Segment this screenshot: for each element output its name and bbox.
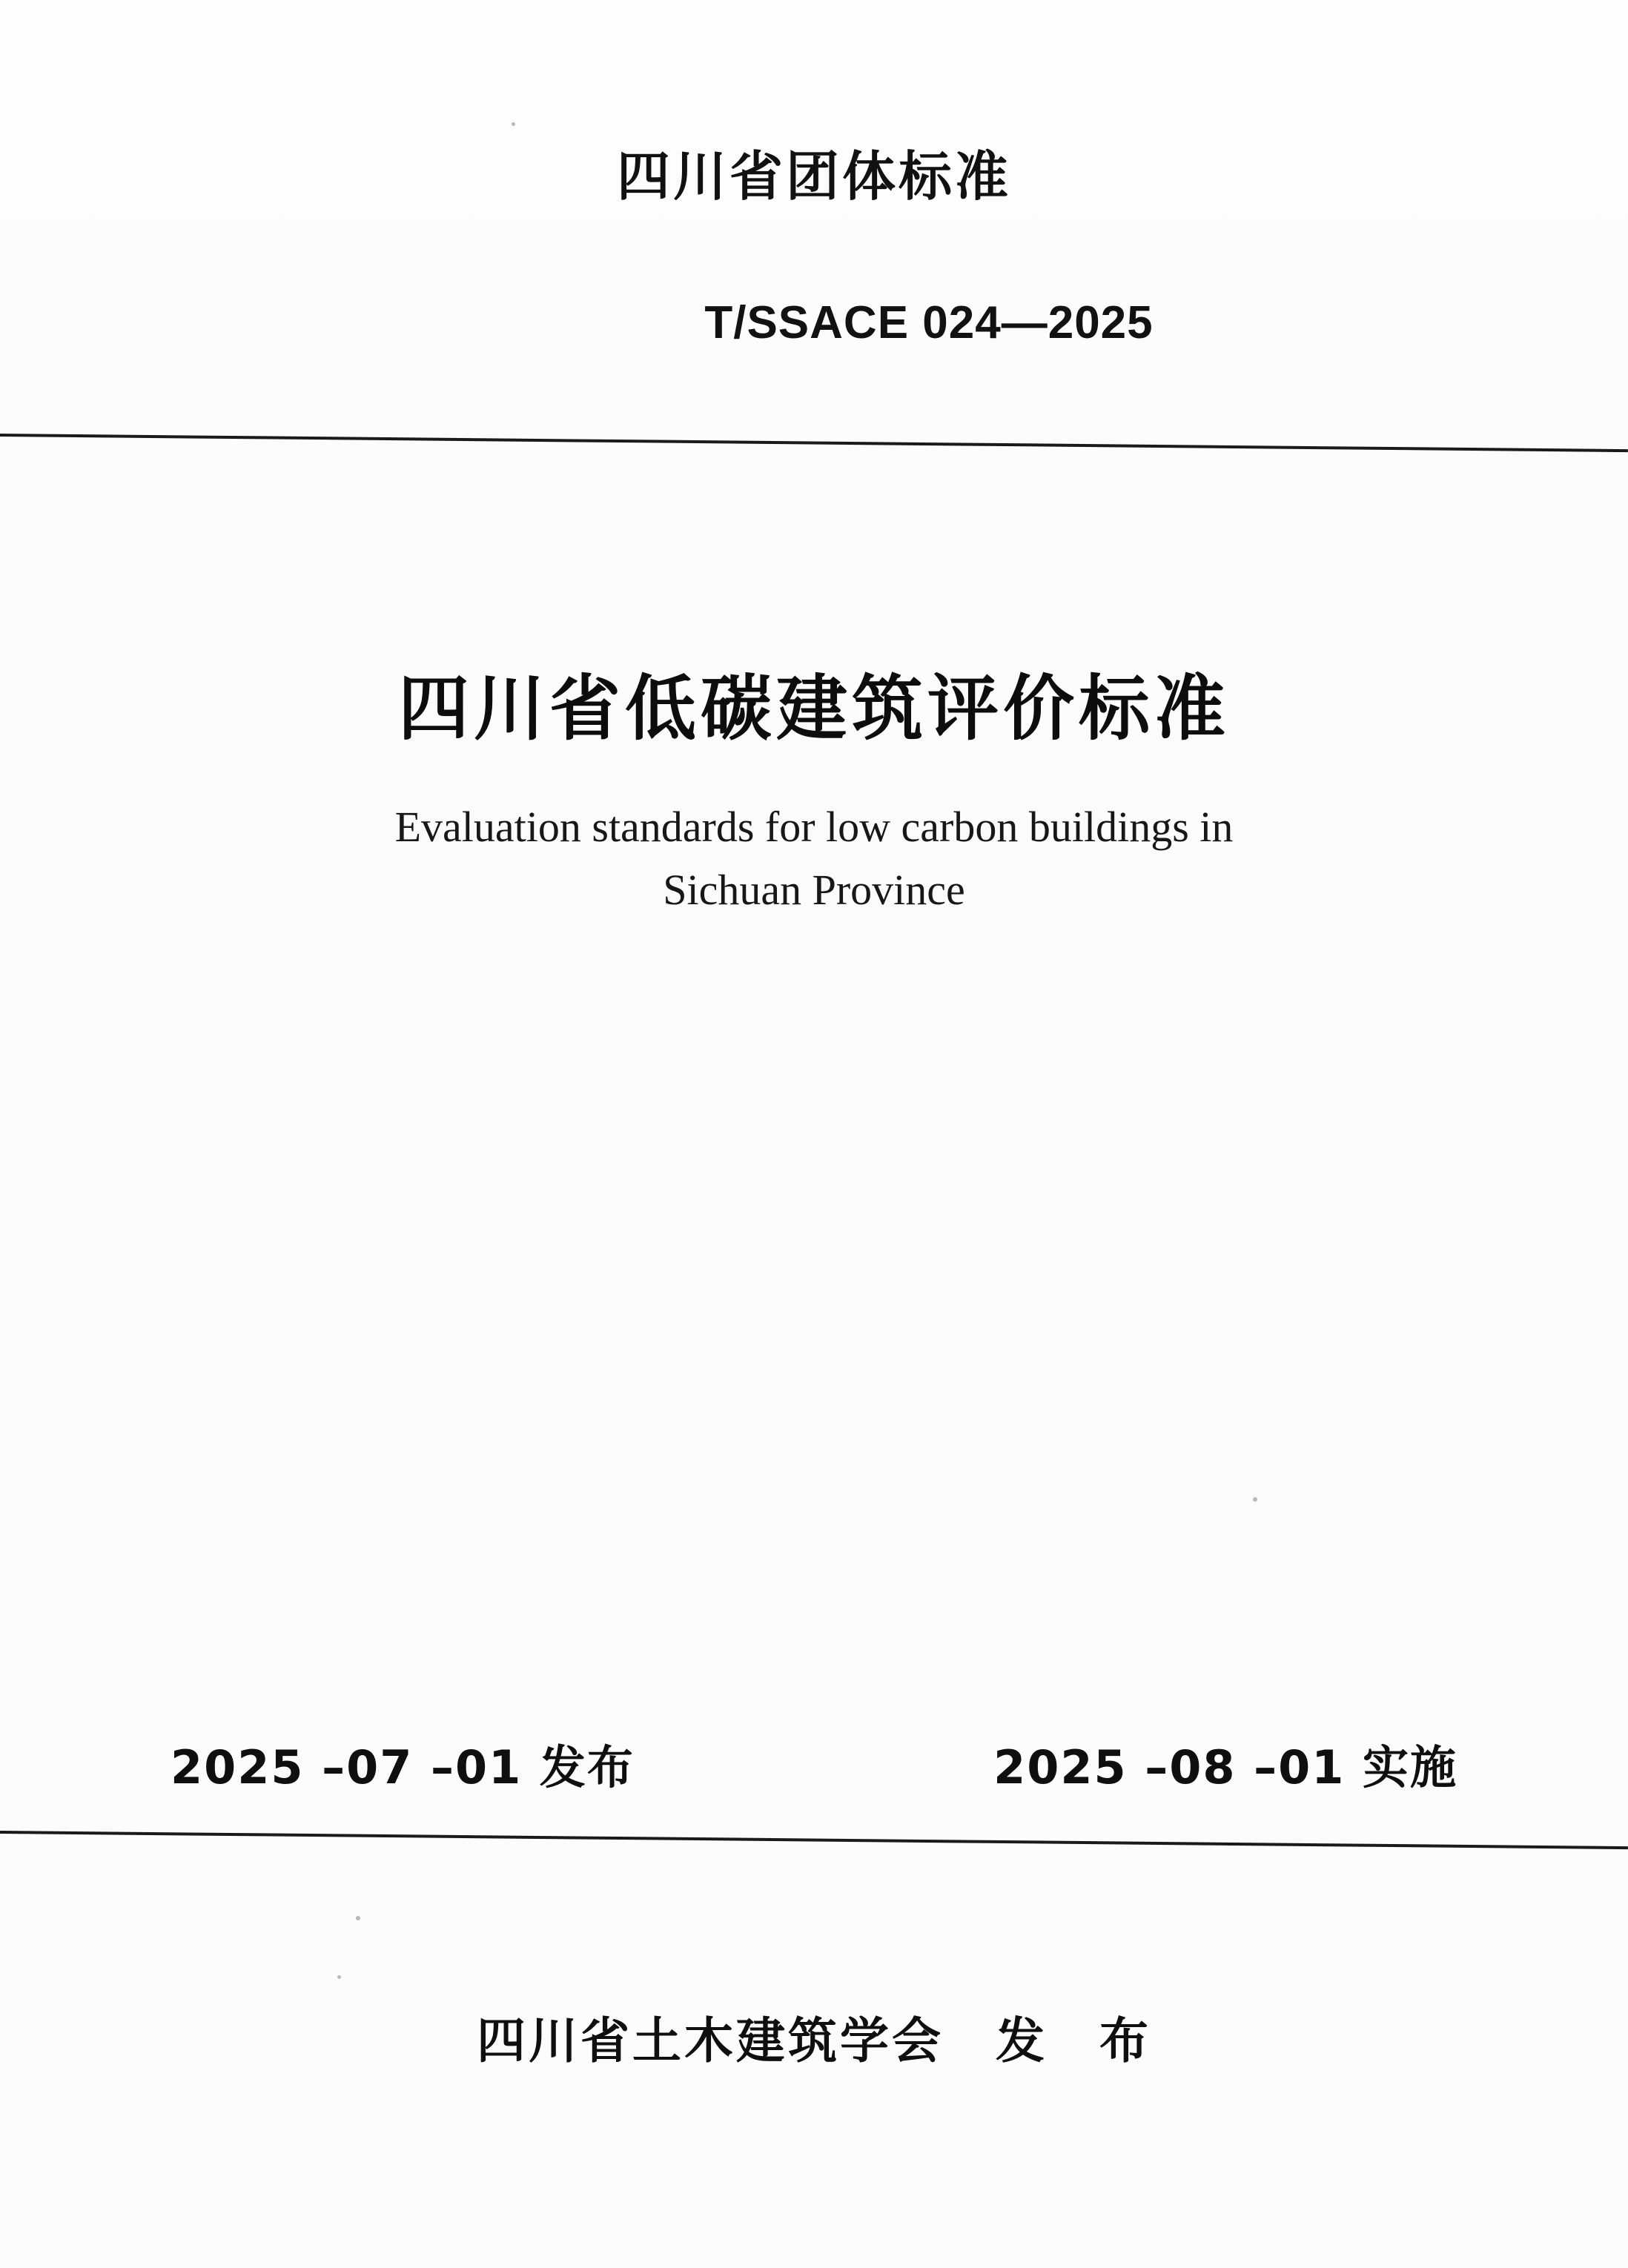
- dates-row: [0, 1731, 1628, 1797]
- scan-speck: [1253, 1497, 1257, 1502]
- scan-speck: [512, 122, 515, 126]
- scan-speck: [337, 1975, 341, 1979]
- series-title: 四川省团体标准: [616, 145, 1011, 208]
- scan-speck: [356, 1916, 360, 1920]
- standard-number: T/SSACE 024—2025: [704, 297, 1154, 348]
- header-divider-rule: [0, 434, 1628, 452]
- effective-date: 2025 –08 –01 实施: [993, 1740, 1457, 1794]
- english-title-line-1: Evaluation standards for low carbon buildings in: [394, 803, 1234, 851]
- footer-divider-rule: [0, 1831, 1628, 1849]
- page-title: 四川省低碳建筑评价标准: [398, 667, 1230, 750]
- issue-date: 2025 –07 –01 发布: [171, 1740, 635, 1794]
- publisher-name: 四川省土木建筑学会 发 布: [477, 2012, 1151, 2069]
- english-title: [0, 800, 1628, 917]
- english-title-line-2: Sichuan Province: [663, 865, 965, 914]
